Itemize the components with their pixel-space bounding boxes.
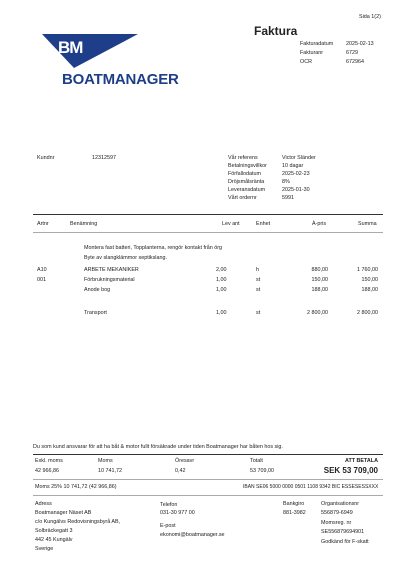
customer-number-value: 12312597 [92, 155, 116, 161]
moms-value: 10 741,72 [98, 468, 122, 474]
bankgiro-value: 881-3982 [283, 510, 306, 516]
row-unit: h [256, 267, 259, 273]
company-logo [40, 26, 200, 90]
totals-mid-rule [33, 479, 383, 480]
logo-initials: BM [58, 38, 83, 57]
row-name: Förbrukningsmaterial [84, 277, 135, 283]
document-title: Faktura [254, 24, 298, 38]
oresavr-label: Öresavr [175, 458, 195, 464]
bankgiro-label: Bankgiro [283, 501, 305, 507]
detail-value: 5991 [282, 195, 294, 201]
att-betala-value: SEK 53 709,00 [323, 466, 378, 475]
invoice-date-label: Fakturadatum [300, 41, 334, 47]
ocr-value: 672964 [346, 59, 364, 65]
oresavr-value: 0,42 [175, 468, 186, 474]
work-note: Byte av slangklämmor septikslang. [84, 255, 167, 261]
email-value[interactable]: ekonomi@boatmanager.se [160, 532, 225, 538]
invoice-number-value: 6729 [346, 50, 358, 56]
f-skatt-note: Godkänd för F-skatt [321, 539, 369, 545]
invoice-date-value: 2025-02-13 [346, 41, 374, 47]
address-line: 442 45 Kungälv [35, 537, 73, 543]
moms-breakdown: Moms 25% 10 741,72 (42 966,86) [35, 484, 117, 490]
col-header-price: À-pris [312, 221, 327, 227]
detail-value: Victor Sländer [282, 155, 316, 161]
row-unit: st [256, 277, 261, 283]
address-line: Sverige [35, 546, 54, 552]
address-line: Boatmanager Näset AB [35, 510, 92, 516]
col-header-qty: Lev ant [222, 221, 240, 227]
row-sum: 1 760,00 [357, 267, 378, 273]
email-label: E-post [160, 523, 176, 529]
row-price: 2 800,00 [307, 310, 328, 316]
row-unit: st [256, 287, 261, 293]
detail-label: Vår referens [228, 155, 258, 161]
totalt-label: Totalt [250, 458, 263, 464]
table-top-rule [33, 214, 383, 215]
totalt-value: 53 709,00 [250, 468, 274, 474]
exkl-moms-value: 42 966,86 [35, 468, 59, 474]
page-number: Sida 1(2) [359, 14, 381, 20]
iban-bic: IBAN SE06 5000 0000 0501 1108 9342 BIC ESSESESSXXX [243, 484, 379, 490]
customer-number-label: Kundnr [37, 155, 55, 161]
row-price: 150,00 [311, 277, 328, 283]
col-header-unit: Enhet [256, 221, 271, 227]
detail-label: Dröjsmålsränta [228, 179, 265, 185]
vat-reg-label: Momsreg. nr [321, 520, 352, 526]
exkl-moms-label: Exkl. moms [35, 458, 63, 464]
detail-label: Vårt ordernr [228, 195, 257, 201]
detail-label: Leveransdatum [228, 187, 266, 193]
row-qty: 1,00 [216, 287, 227, 293]
att-betala-label: ATT BETALA [344, 458, 378, 464]
logo-wordmark: BOATMANAGER [62, 71, 179, 88]
row-sum: 2 800,00 [357, 310, 378, 316]
row-qty: 1,00 [216, 310, 227, 316]
row-unit: st [256, 310, 261, 316]
org-number-label: Organisationsnr [321, 501, 360, 507]
invoice-number-label: Fakturanr [300, 50, 324, 56]
row-artnr: A10 [37, 267, 47, 273]
ocr-label: OCR [300, 59, 312, 65]
col-header-name: Benämning [70, 221, 98, 227]
row-qty: 2,00 [216, 267, 227, 273]
phone-value: 031-30 977 00 [160, 510, 195, 516]
detail-value: 8% [282, 179, 290, 185]
row-price: 188,00 [311, 287, 328, 293]
totals-top-rule [33, 454, 383, 455]
address-line: Solbräckegatt 3 [35, 528, 73, 534]
work-note: Montera fast batteri, Topplanterna, rengör kontakt från örg [84, 245, 223, 251]
detail-value: 2025-01-30 [282, 187, 310, 193]
detail-value: 2025-02-23 [282, 171, 310, 177]
vat-reg-value: SE556879694901 [321, 529, 365, 535]
row-sum: 150,00 [361, 277, 378, 283]
org-number-value: 556879-6949 [321, 510, 353, 516]
footer-rule [33, 495, 383, 496]
phone-label: Telefon [160, 502, 178, 508]
detail-label: Betalningsvillkor [228, 163, 267, 169]
row-name: ARBETE MEKANIKER [84, 267, 139, 273]
moms-label: Moms [98, 458, 113, 464]
row-name: Anode bog [84, 287, 111, 293]
address-label: Adress [35, 501, 52, 507]
col-header-artnr: Artnr [37, 221, 49, 227]
col-header-sum: Summa [358, 221, 377, 227]
table-header-rule [33, 232, 383, 233]
row-price: 880,00 [311, 267, 328, 273]
detail-value: 10 dagar [282, 163, 304, 169]
detail-label: Förfallodatum [228, 171, 261, 177]
row-name: Transport [84, 310, 107, 316]
insurance-note: Du som kund ansvarar för att ha båt & motor fullt försäkrade under tiden Boatmanager har båten hos sig. [33, 444, 283, 450]
row-artnr: 001 [37, 277, 46, 283]
row-sum: 188,00 [361, 287, 378, 293]
row-qty: 1,00 [216, 277, 227, 283]
address-line: c/o Kungälvs Redovisningsbyrå AB, [35, 519, 121, 525]
